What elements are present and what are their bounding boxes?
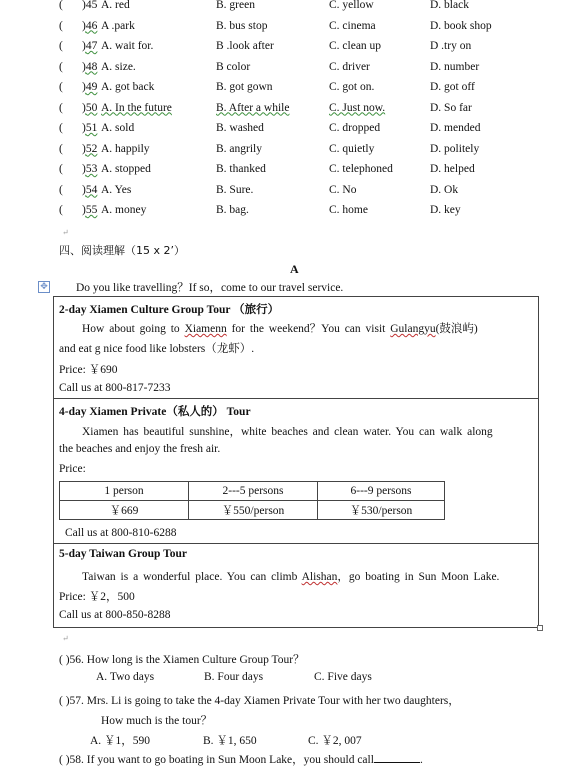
tour2-title: 4-day Xiamen Private（私人的） Tour — [59, 406, 251, 418]
q56-text: ( )56. How long is the Xiamen Culture Group Tour？ — [59, 654, 305, 666]
question-number — [82, 163, 97, 175]
q57-text: ( )57. Mrs. Li is going to take the 4-day Xiamen Private Tour with her two daughters， — [59, 695, 460, 707]
end-mark: ↵ — [62, 228, 69, 237]
tour2-desc-line1: Xiamen has beautiful sunshine，white beaches and clean water. You can walk along — [82, 426, 493, 438]
option-a: A. Yes — [101, 183, 132, 196]
question-number — [82, 184, 97, 196]
answer-paren-close: ) — [82, 19, 86, 32]
option-d: D. politely — [430, 142, 480, 155]
price-col-2: 2---5 persons — [189, 482, 318, 501]
option-d: D. helped — [430, 163, 475, 175]
answer-paren: ( — [59, 163, 63, 175]
option-d: D .try on — [430, 40, 472, 52]
answer-paren: ( — [59, 101, 63, 114]
tour2-call: Call us at 800-810-6288 — [65, 527, 177, 539]
price-table-value-row — [60, 501, 445, 520]
question-num: 47 — [85, 40, 98, 52]
answer-paren-close: ) — [82, 0, 86, 11]
q56-option-a: A. Two days — [96, 671, 155, 683]
answer-paren-close: ) — [82, 183, 86, 196]
option-c: C. quietly — [329, 142, 375, 155]
option-a: A .park — [101, 19, 135, 32]
tour2-price-label: Price: — [59, 463, 86, 475]
option-b: B. washed — [216, 122, 264, 134]
table-move-handle-icon[interactable]: ✥ — [38, 281, 50, 293]
answer-paren-close: ) — [82, 40, 86, 52]
answer-paren: ( — [59, 40, 63, 52]
price-val-1: ￥669 — [60, 501, 189, 520]
answer-paren-close: ) — [82, 142, 86, 155]
option-c: C. cinema — [329, 19, 376, 32]
intro-text: Do you like travelling？If so，come to our travel service. — [76, 282, 344, 294]
option-a: A. sold — [101, 122, 135, 134]
price-val-2: ￥550/person — [189, 501, 318, 520]
option-d: D. mended — [430, 122, 481, 134]
answer-paren-close: ) — [82, 81, 86, 93]
option-b: B. angrily — [216, 142, 262, 155]
option-a: A. money — [101, 204, 147, 216]
option-d: D. number — [430, 60, 480, 73]
option-d: D. So far — [430, 101, 472, 114]
answer-paren: ( — [59, 204, 63, 216]
tour1-desc-pre: How about going to — [82, 323, 185, 335]
option-b: B. thanked — [216, 163, 266, 175]
question-num: 53 — [85, 163, 98, 175]
option-c: C. yellow — [329, 0, 374, 11]
answer-paren: ( — [59, 122, 63, 134]
answer-paren: ( — [59, 81, 63, 93]
question-number — [82, 61, 97, 73]
tour1-desc-mid: for the weekend？You can visit — [226, 323, 391, 335]
section-title: 四、阅读理解（15 x 2’） — [59, 244, 185, 257]
option-b: B. bus stop — [216, 19, 268, 32]
price-col-3: 6---9 persons — [318, 482, 445, 501]
question-num: 51 — [85, 122, 98, 134]
question-number — [82, 81, 97, 93]
tour3-title: 5-day Taiwan Group Tour — [59, 548, 187, 560]
option-d: D. key — [430, 204, 461, 216]
question-number — [82, 204, 97, 216]
question-num: 52 — [85, 142, 98, 155]
q56-option-b: B. Four days — [204, 671, 264, 683]
q56-option-c: C. Five days — [314, 671, 372, 683]
tour1-desc-word2: Gulangyu — [390, 323, 436, 335]
tour3-desc-word: Alishan — [301, 571, 338, 583]
q58-text — [59, 751, 423, 767]
tour1-desc-line2: and eat g nice food like lobsters（龙虾）. — [59, 343, 255, 355]
option-a: A. size. — [101, 60, 136, 73]
question-number — [82, 0, 97, 11]
tour1-desc-line1 — [82, 320, 478, 336]
tour2-price-table — [59, 481, 445, 520]
table-divider — [53, 398, 538, 399]
option-c: C. Just now. — [329, 101, 386, 114]
tour1-title: 2-day Xiamen Culture Group Tour （旅行） — [59, 304, 280, 316]
question-num: 45 — [85, 0, 98, 11]
question-num: 49 — [85, 81, 98, 93]
option-d: D. book shop — [430, 19, 492, 32]
option-c: C. driver — [329, 60, 370, 73]
q57-text2: How much is the tour？ — [101, 715, 213, 727]
price-table-header-row — [60, 482, 445, 501]
answer-paren-close: ) — [82, 163, 86, 175]
tour3-desc — [82, 568, 499, 584]
table-resize-handle[interactable] — [537, 625, 543, 631]
option-c: C. got on. — [329, 81, 375, 93]
q57-option-a: A. ￥1，590 — [90, 735, 151, 747]
option-c: C. No — [329, 183, 357, 196]
tour1-desc-word1: Xiamenn — [184, 323, 227, 335]
option-b: B color — [216, 60, 251, 73]
option-b: B. After a while — [216, 101, 290, 114]
answer-paren: ( — [59, 19, 63, 32]
question-num: 48 — [85, 60, 98, 73]
q58-text-pre: ( )58. If you want to go boating in Sun Moon Lake，you should call — [59, 754, 374, 766]
option-b: B. green — [216, 0, 255, 11]
option-d: D. black — [430, 0, 469, 11]
table-divider — [53, 543, 538, 544]
option-a: A. happily — [101, 142, 150, 155]
q58-text-post: . — [419, 754, 423, 766]
option-a: A. got back — [101, 81, 155, 93]
option-a: A. wait for. — [101, 40, 154, 52]
option-c: C. clean up — [329, 40, 382, 52]
question-num: 46 — [85, 19, 98, 32]
answer-paren: ( — [59, 142, 63, 155]
option-c: C. home — [329, 204, 368, 216]
option-a: A. In the future — [101, 101, 172, 114]
tour3-desc-pre: Taiwan is a wonderful place. You can climb — [82, 571, 302, 583]
tour2-desc-line2: the beaches and enjoy the fresh air. — [59, 443, 221, 455]
option-b: B. bag. — [216, 204, 249, 216]
answer-paren-close: ) — [82, 101, 86, 114]
tour1-call: Call us at 800-817-7233 — [59, 382, 171, 394]
q57-option-c: C. ￥2, 007 — [308, 735, 362, 747]
answer-paren: ( — [59, 60, 63, 73]
answer-paren-close: ) — [82, 204, 86, 216]
question-number — [82, 122, 97, 134]
question-num: 54 — [85, 183, 98, 196]
option-c: C. dropped — [329, 122, 381, 134]
price-val-3: ￥530/person — [318, 501, 445, 520]
question-num: 55 — [85, 204, 98, 216]
question-number — [82, 102, 97, 114]
passage-label: A — [290, 262, 299, 276]
answer-paren: ( — [59, 183, 63, 196]
question-number — [82, 20, 97, 32]
option-d: D. got off — [430, 81, 475, 93]
answer-paren-close: ) — [82, 60, 86, 73]
option-a: A. stopped — [101, 163, 151, 175]
price-col-1: 1 person — [60, 482, 189, 501]
answer-paren: ( — [59, 0, 63, 11]
end-mark: ↵ — [62, 634, 69, 643]
tour3-call: Call us at 800-850-8288 — [59, 609, 171, 621]
option-c: C. telephoned — [329, 163, 393, 175]
q58-answer-blank[interactable] — [374, 752, 420, 763]
option-a: A. red — [101, 0, 130, 11]
tour1-price: Price: ￥690 — [59, 364, 118, 376]
option-b: B. Sure. — [216, 183, 254, 196]
question-num: 50 — [85, 101, 98, 114]
q57-option-b: B. ￥1, 650 — [203, 735, 257, 747]
question-number — [82, 40, 97, 52]
question-number — [82, 143, 97, 155]
tour3-price: Price: ￥2，500 — [59, 591, 135, 603]
answer-paren-close: ) — [82, 122, 86, 134]
tour1-desc-post: (鼓浪屿) — [435, 323, 478, 335]
tour3-desc-post: ，go boating in Sun Moon Lake. — [337, 571, 500, 583]
option-b: B. got gown — [216, 81, 273, 93]
option-d: D. Ok — [430, 183, 459, 196]
option-b: B .look after — [216, 40, 274, 52]
